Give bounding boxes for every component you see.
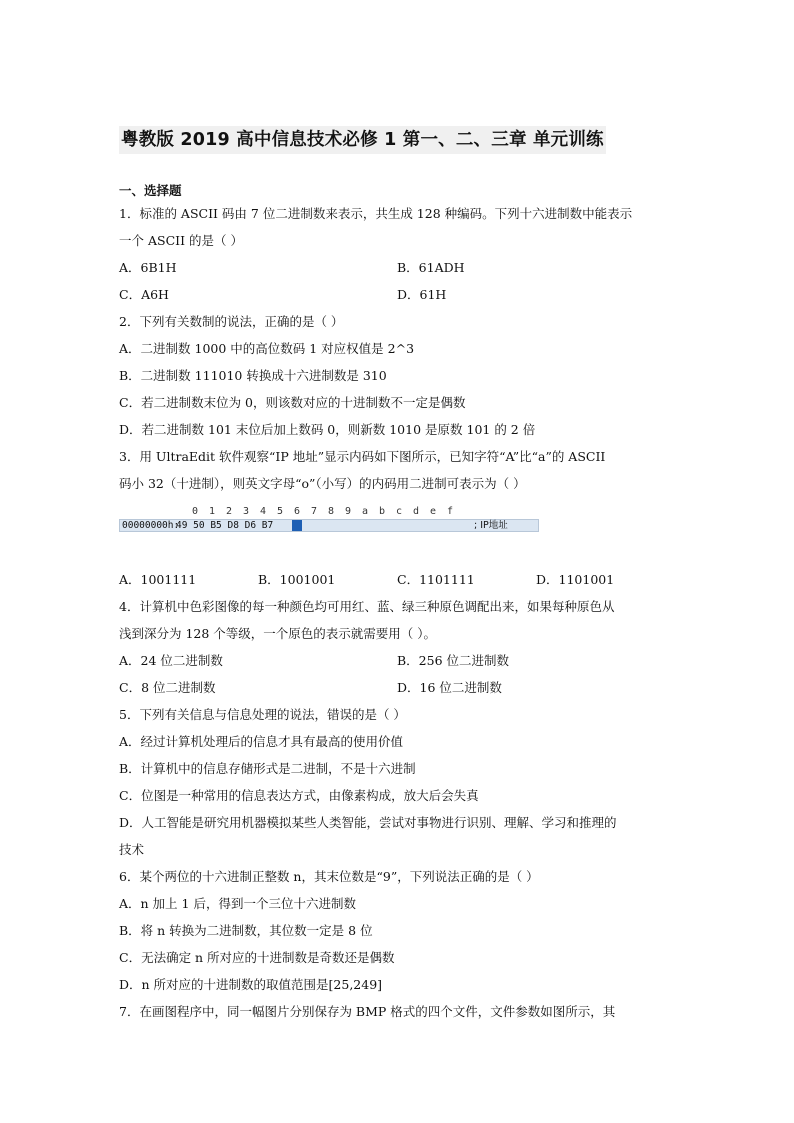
hex-col-9: 9 <box>345 506 352 517</box>
hex-editor-figure <box>119 506 539 532</box>
q5-option-d-line1: D．人工智能是研究用机器模拟某些人类智能，尝试对事物进行识别、理解、学习和推理的 <box>119 815 617 830</box>
hex-bytes: 49 50 B5 D8 D6 B7 <box>176 520 274 531</box>
hex-col-e: e <box>430 506 437 517</box>
hex-cursor <box>292 520 302 531</box>
q3-option-a: A．1001111 <box>119 572 197 587</box>
document-title: 粤教版 2019 高中信息技术必修 1 第一、二、三章 单元训练 <box>119 126 606 154</box>
q4-stem-line1: 4．计算机中色彩图像的每一种颜色均可用红、蓝、绿三种原色调配出来，如果每种原色从 <box>119 599 615 614</box>
q3-option-b: B．1001001 <box>258 572 336 587</box>
hex-col-6: 6 <box>294 506 301 517</box>
q5-option-b: B．计算机中的信息存储形式是二进制，不是十六进制 <box>119 761 416 776</box>
q4-option-a: A．24 位二进制数 <box>119 653 223 668</box>
hex-col-1: 1 <box>209 506 216 517</box>
q1-option-d: D．61H <box>397 287 447 302</box>
q2-option-b: B．二进制数 111010 转换成十六进制数是 310 <box>119 368 387 383</box>
q5-stem: 5．下列有关信息与信息处理的说法，错误的是（ ） <box>119 707 406 722</box>
q4-option-c: C．8 位二进制数 <box>119 680 216 695</box>
hex-col-c: c <box>396 506 403 517</box>
q5-option-d-line2: 技术 <box>119 842 145 857</box>
hex-col-d: d <box>413 506 420 517</box>
q4-stem-line2: 浅到深分为 128 个等级，一个原色的表示就需要用（ ）。 <box>119 626 437 641</box>
q4-option-b: B．256 位二进制数 <box>397 653 510 668</box>
hex-data-row <box>119 519 539 532</box>
hex-col-7: 7 <box>311 506 318 517</box>
hex-col-a: a <box>362 506 369 517</box>
hex-col-5: 5 <box>277 506 284 517</box>
hex-col-2: 2 <box>226 506 233 517</box>
hex-address: 00000000h: <box>122 520 180 531</box>
q1-option-a: A．6B1H <box>119 260 177 275</box>
q6-option-b: B．将 n 转换为二进制数，其位数一定是 8 位 <box>119 923 373 938</box>
q6-option-d: D．n 所对应的十进制数的取值范围是[25,249] <box>119 977 383 992</box>
q1-option-c: C．A6H <box>119 287 169 302</box>
hex-col-b: b <box>379 506 386 517</box>
q6-option-a: A．n 加上 1 后，得到一个三位十六进制数 <box>119 896 356 911</box>
hex-text-preview: ; IP地址 <box>474 520 508 531</box>
q1-stem-line2: 一个 ASCII 的是（ ） <box>119 233 243 248</box>
q3-stem-line1: 3．用 UltraEdit 软件观察“IP 地址”显示内码如下图所示，已知字符“A”比“a”的 ASCII <box>119 449 606 464</box>
hex-col-8: 8 <box>328 506 335 517</box>
q3-stem-line2: 码小 32（十进制），则英文字母“o”（小写）的内码用二进制可表示为（ ） <box>119 476 526 491</box>
q3-option-c: C．1101111 <box>397 572 475 587</box>
q3-option-d: D．1101001 <box>536 572 615 587</box>
q1-stem-line1: 1．标准的 ASCII 码由 7 位二进制数来表示，共生成 128 种编码。下列十六进制数中能表示 <box>119 206 633 221</box>
q6-stem: 6．某个两位的十六进制正整数 n，其末位数是“9”，下列说法正确的是（ ） <box>119 869 539 884</box>
hex-col-3: 3 <box>243 506 250 517</box>
hex-col-0: 0 <box>192 506 199 517</box>
q2-option-c: C．若二进制数末位为 0，则该数对应的十进制数不一定是偶数 <box>119 395 466 410</box>
hex-column-header <box>119 506 539 518</box>
q7-stem: 7．在画图程序中，同一幅图片分别保存为 BMP 格式的四个文件，文件参数如图所示，其 <box>119 1004 616 1019</box>
q6-option-c: C．无法确定 n 所对应的十进制数是奇数还是偶数 <box>119 950 395 965</box>
hex-col-f: f <box>447 506 454 517</box>
q1-option-b: B．61ADH <box>397 260 465 275</box>
q5-option-c: C．位图是一种常用的信息表达方式，由像素构成，放大后会失真 <box>119 788 479 803</box>
q5-option-a: A．经过计算机处理后的信息才具有最高的使用价值 <box>119 734 404 749</box>
section-heading: 一、选择题 <box>119 183 182 198</box>
q2-option-a: A．二进制数 1000 中的高位数码 1 对应权值是 2^3 <box>119 341 415 356</box>
q4-option-d: D．16 位二进制数 <box>397 680 502 695</box>
q2-option-d: D．若二进制数 101 末位后加上数码 0，则新数 1010 是原数 101 的 2 倍 <box>119 422 536 437</box>
q2-stem: 2．下列有关数制的说法，正确的是（ ） <box>119 314 344 329</box>
hex-col-4: 4 <box>260 506 267 517</box>
